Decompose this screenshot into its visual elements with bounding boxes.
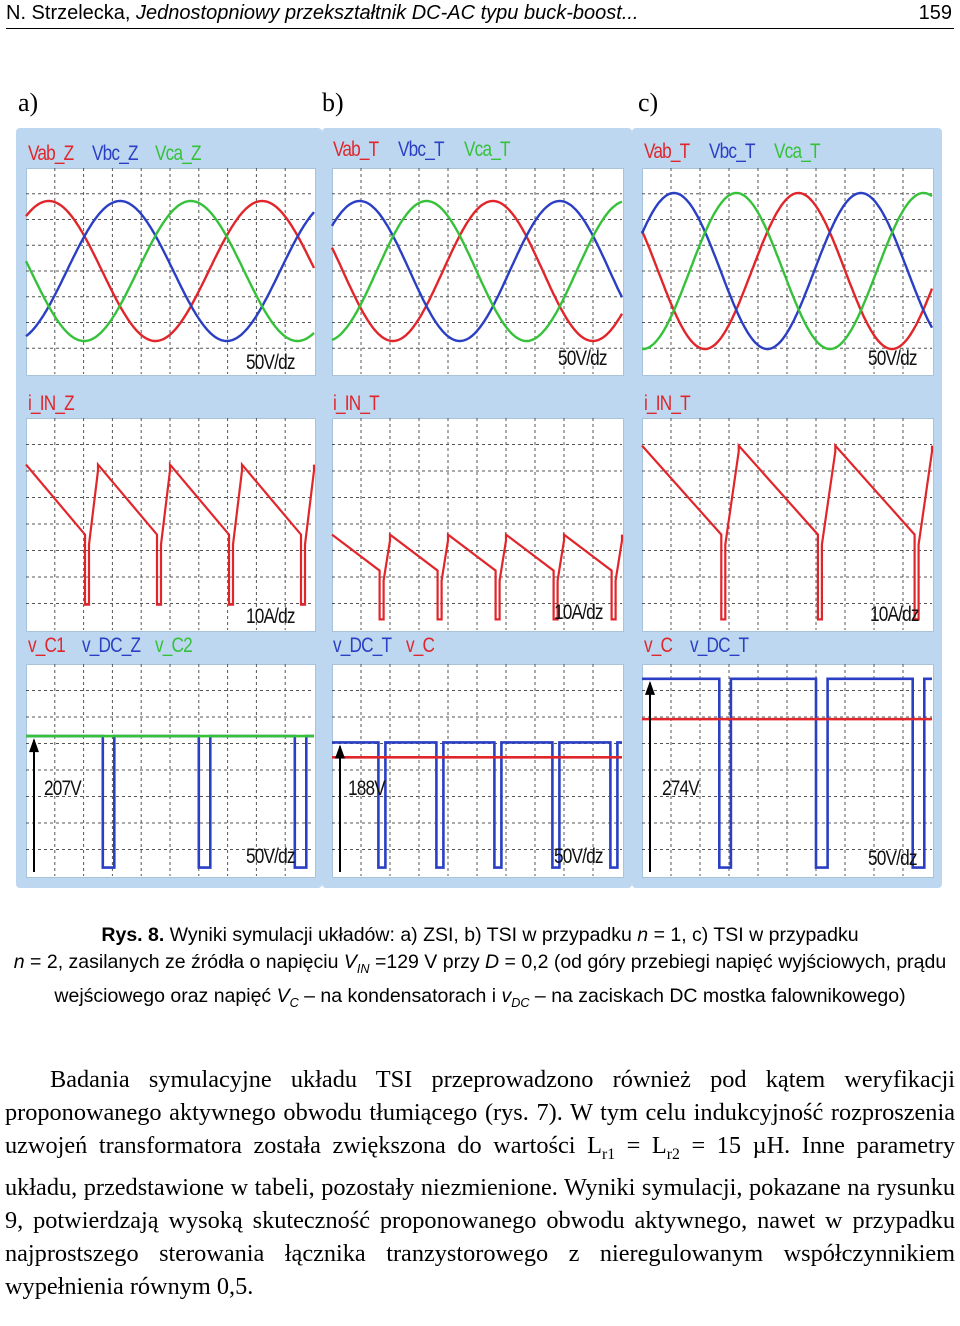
dc-scale: 50V/dz — [554, 845, 603, 868]
waveform-plots — [322, 128, 632, 888]
scope-panel-b — [322, 128, 632, 888]
grid — [26, 168, 314, 374]
signal-label-vc: v_C — [406, 634, 435, 657]
current-scale: 10A/dz — [870, 603, 919, 626]
voltage-arrow-head — [335, 744, 345, 758]
voltage-arrow-head — [645, 681, 655, 695]
dc-scale: 50V/dz — [246, 845, 295, 868]
header-author-title: N. Strzelecka, Jednostopniowy przekształtnik DC-AC typu buck-boost... — [6, 2, 639, 24]
panel-label-c: c) — [638, 88, 659, 117]
signal-label-vdc: v_DC_T — [690, 634, 749, 657]
signal-label-current: i_IN_T — [644, 392, 690, 415]
waveform-plots — [16, 128, 322, 888]
dc-voltage-value: 207V — [44, 777, 81, 800]
body-paragraph: Badania symulacyjne układu TSI przeprowadzono również pod kątem weryfikacji proponowanego aktywnego obwodu tłumiącego (rys. 7). W tym celu indukcyjność rozproszenia uzwojeń transformatora została zwiększona do wartości $L_{r1} = L_{r2} = 15$ µH. Inne parametry układu, przedstawione w tabeli, pozostały niezmienione. Wyniki symulacji, pokazane na rysunku 9, potwierdzają wysoką skuteczność proponowanego obwodu aktywnego, nawet w przypadku najprostszego sterowania łącznika tranzystorowego z nieregulowanym współczynnikiem wypełnienia równym 0,5. — [5, 1066, 955, 1300]
voltage-scale: 50V/dz — [558, 347, 607, 370]
running-header — [6, 0, 954, 29]
signal-label-vca: Vca_T — [774, 140, 820, 163]
current-scale: 10A/dz — [246, 605, 295, 628]
signal-label-vc: v_C — [644, 634, 673, 657]
panel-label-b: b) — [322, 88, 344, 117]
figure-caption: Rys. 8. Wyniki symulacji układów: a) ZSI, b) TSI w przypadku n = 1, c) TSI w przypadku n = 2, zasilanych ze źródła o napięciu $V_{IN} =129$ V przy D = 0,2 (od góry przebiegi napięć wyjściowych, prądu wejściowego oraz napięć $V_C$ – na kondensatorach i $v_{DC}$ – na zaciskach DC mostka falownikowego) — [13, 924, 947, 1010]
grid — [642, 664, 932, 876]
dc-voltage-value: 188V — [348, 777, 385, 800]
voltage-scale: 50V/dz — [246, 351, 295, 374]
waveform-plots — [632, 128, 942, 888]
figure-number: Rys. 8. — [101, 924, 165, 946]
dc-voltage-value: 274V — [662, 777, 699, 800]
signal-label-vdc: v_DC_Z — [82, 634, 141, 657]
dc-scale: 50V/dz — [868, 847, 917, 870]
voltage-arrow-head — [29, 738, 39, 752]
signal-label-vab: Vab_Z — [28, 142, 74, 165]
scope-panel-c — [632, 128, 942, 888]
voltage-scale: 50V/dz — [868, 347, 917, 370]
signal-label-vca: Vca_T — [464, 138, 510, 161]
current-scale: 10A/dz — [554, 601, 603, 624]
signal-label-vbc: Vbc_T — [398, 138, 444, 161]
header-title: Jednostopniowy przekształtnik DC-AC typu buck-boost... — [136, 2, 639, 24]
signal-label-current: i_IN_Z — [28, 392, 74, 415]
signal-label-current: i_IN_T — [333, 392, 379, 415]
signal-label-vc2: v_C2 — [155, 634, 192, 657]
page-number: 159 — [918, 2, 952, 24]
signal-label-vc1: v_C1 — [28, 634, 65, 657]
signal-label-vab: Vab_T — [333, 138, 379, 161]
grid — [26, 418, 314, 630]
signal-label-vdc: v_DC_T — [333, 634, 392, 657]
signal-label-vca: Vca_Z — [155, 142, 201, 165]
signal-label-vab: Vab_T — [644, 140, 690, 163]
grid — [642, 418, 932, 630]
scope-panel-a — [16, 128, 322, 888]
signal-label-vbc: Vbc_T — [709, 140, 755, 163]
panel-label-a: a) — [18, 88, 39, 117]
grid — [332, 418, 622, 630]
signal-label-vbc: Vbc_Z — [92, 142, 138, 165]
